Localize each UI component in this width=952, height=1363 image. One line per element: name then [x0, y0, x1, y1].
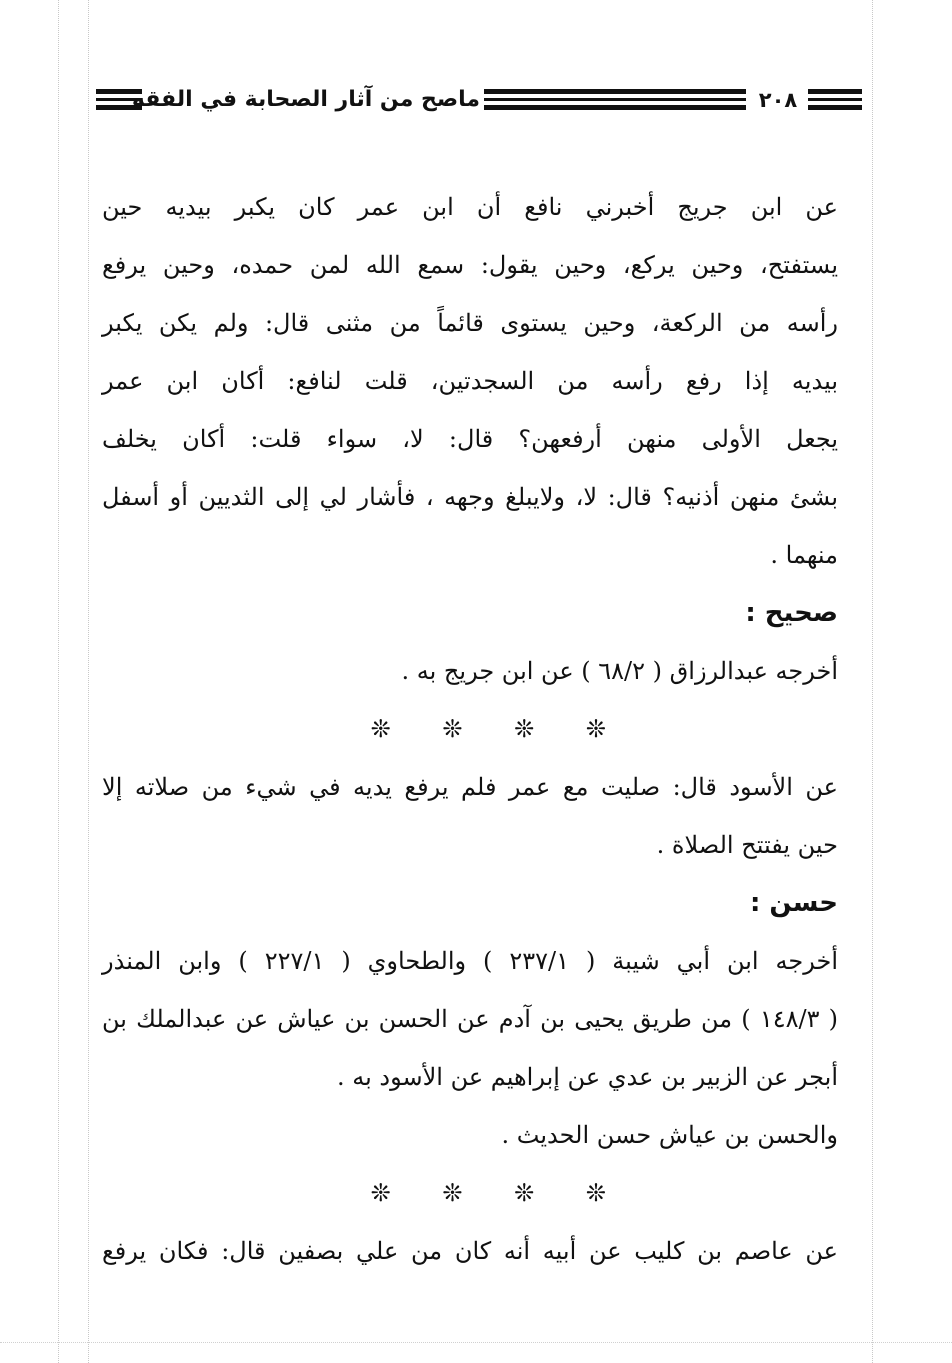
takhrij-line: ( ١٤٨/٣ ) من طريق يحيى بن آدم عن الحسن بن عياش عن عبدالملك بن: [102, 1005, 838, 1033]
page-number: ٢٠٨: [758, 88, 798, 112]
text-line: رأسه من الركعة، وحين يستوى قائماً من مثنى قال: ولم يكن يكبر: [102, 309, 838, 337]
narrator-note: والحسن بن عياش حسن الحديث .: [501, 1121, 838, 1149]
takhrij-line: أخرجه ابن أبي شيبة ( ٢٣٧/١ ) والطحاوي ( ٢٢٧/١ ) وابن المنذر: [102, 947, 838, 975]
scan-guide-left-inner: [88, 0, 89, 1363]
section-separator: [102, 1164, 838, 1222]
star-ornament: ❊: [442, 715, 463, 743]
star-ornament: ❊: [370, 715, 391, 743]
text-line: عن ابن جريج أخبرني نافع أن ابن عمر كان يكبر بيديه حين: [102, 193, 838, 221]
takhrij-line: أخرجه عبدالرزاق ( ٦٨/٢ ) عن ابن جريج به .: [401, 657, 838, 685]
page-header: [96, 84, 862, 120]
star-ornament: ❊: [585, 1179, 606, 1207]
text-line: حين يفتتح الصلاة .: [656, 831, 838, 859]
header-rule-middle: [484, 89, 746, 110]
text-line: منهما .: [770, 541, 838, 569]
star-ornament: ❊: [442, 1179, 463, 1207]
star-ornament: ❊: [514, 1179, 535, 1207]
scan-guide-right: [872, 0, 873, 1363]
star-ornament: ❊: [514, 715, 535, 743]
text-line: عن عاصم بن كليب عن أبيه أنه كان من علي بصفين قال: فكان يرفع: [102, 1237, 838, 1265]
scan-guide-left: [58, 0, 59, 1363]
star-ornament: ❊: [585, 715, 606, 743]
text-line: يستفتح، وحين يركع، وحين يقول: سمع الله لمن حمده، وحين يرفع: [102, 251, 838, 279]
text-line: بيديه إذا رفع رأسه من السجدتين، قلت لنافع: أكان ابن عمر: [102, 367, 838, 395]
star-ornament: ❊: [370, 1179, 391, 1207]
text-line: بشئ منهن أذنيه؟ قال: لا، ولايبلغ وجهه ، فأشار لي إلى الثديين أو أسفل: [102, 483, 838, 511]
grade-heading-sahih: صحيح :: [745, 598, 838, 628]
text-line: عن الأسود قال: صليت مع عمر فلم يرفع يديه في شيء من صلاته إلا: [102, 773, 838, 801]
running-title: ماصح من آثار الصحابة في الفقه: [131, 87, 480, 112]
page-body: [102, 178, 838, 1280]
header-rule-right: [808, 89, 862, 110]
takhrij-line: أبجر عن الزبير بن عدي عن إبراهيم عن الأسود به .: [336, 1063, 838, 1091]
section-separator: [102, 700, 838, 758]
grade-heading-hasan: حسن :: [749, 888, 838, 918]
scan-guide-bottom: [0, 1342, 952, 1343]
text-line: يجعل الأولى منهن أرفعهن؟ قال: لا، سواء قلت: أكان يخلف: [102, 425, 838, 453]
